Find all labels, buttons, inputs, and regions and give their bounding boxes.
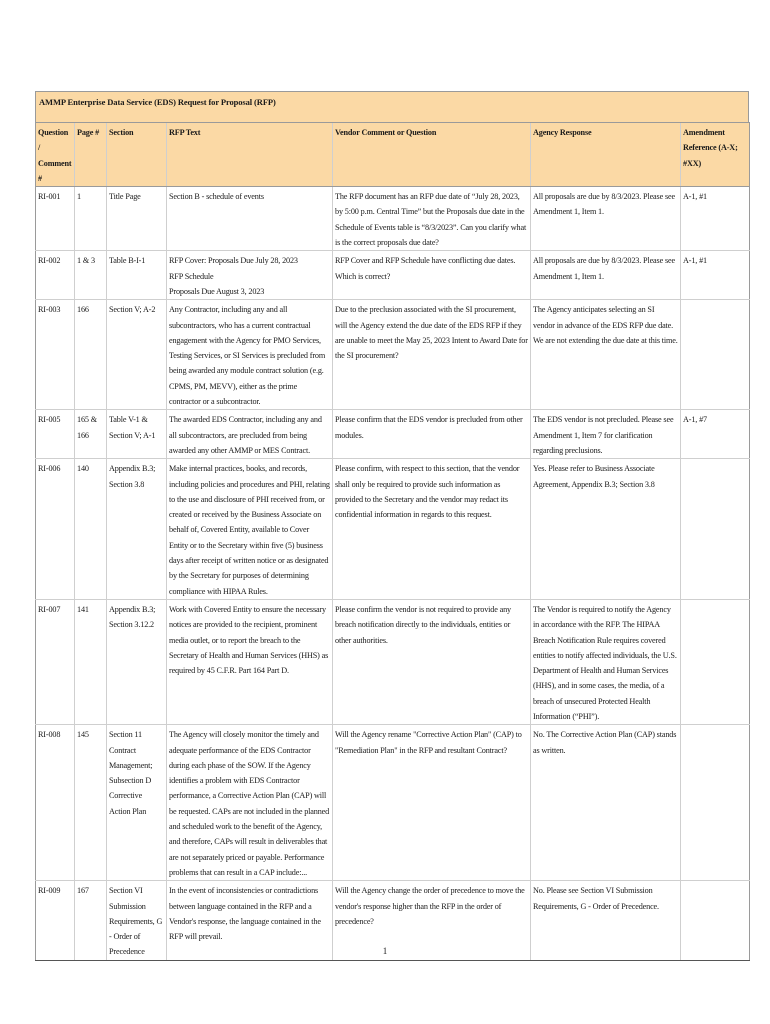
question-id: RI-006 [36, 459, 75, 600]
table-row [36, 410, 750, 459]
table-body [36, 187, 750, 961]
agency-response: No. The Corrective Action Plan (CAP) stands as written. [531, 725, 681, 881]
rfp-comment-sheet [35, 91, 749, 961]
page-ref: 140 [75, 459, 107, 600]
question-id: RI-003 [36, 300, 75, 410]
section-ref: Table V-1 & Section V; A-1 [107, 410, 167, 459]
rfp-text: Work with Covered Entity to ensure the necessary notices are provided to the recipient, prominent media outlet, or to report the breach to the Secretary of Health and Human Services (HHS) as required by 45 C.F.R. Part 164 Part D. [167, 599, 333, 724]
rfp-text: RFP Cover: Proposals Due July 28, 2023 RFP Schedule Proposals Due August 3, 2023 [167, 251, 333, 300]
section-ref: Section V; A-2 [107, 300, 167, 410]
vendor-comment: The RFP document has an RFP due date of “July 28, 2023, by 5:00 p.m. Central Time” but the Proposals due date in the Schedule of Events table is “8/3/2023”. Can you clarify what is the correct proposals due date? [333, 187, 531, 251]
rfp-text: The awarded EDS Contractor, including any and all subcontractors, are precluded from being awarded any other AMMP or MES Contract. [167, 410, 333, 459]
section-ref: Section VI Submission Requirements, G - Order of Precedence [107, 881, 167, 960]
document-title: AMMP Enterprise Data Service (EDS) Request for Proposal (RFP) [35, 91, 749, 122]
comments-table [35, 122, 750, 961]
rfp-text: In the event of inconsistencies or contradictions between language contained in the RFP and a Vendor's response, the language contained in the RFP will prevail. [167, 881, 333, 960]
vendor-comment: Will the Agency change the order of precedence to move the vendor's response higher than the RFP in the order of precedence? [333, 881, 531, 960]
amendment-ref [681, 725, 750, 881]
page-ref: 165 & 166 [75, 410, 107, 459]
agency-response: The Vendor is required to notify the Agency in accordance with the RFP. The HIPAA Breach Notification Rule requires covered entities to notify affected individuals, the U.S. Department of Health and Human Services (HHS), and in some cases, the media, of a breach of unsecured Protected Health Information (“PHI”). [531, 599, 681, 724]
agency-response: No. Please see Section VI Submission Requirements, G - Order of Precedence. [531, 881, 681, 960]
question-id: RI-002 [36, 251, 75, 300]
table-header [36, 123, 750, 187]
page-ref: 141 [75, 599, 107, 724]
rfp-text: Make internal practices, books, and records, including policies and procedures and PHI, relating to the use and disclosure of PHI received from, or created or received by the Business Associate on behalf of, Covered Entity, available to Cover Entity or to the Secretary within five (5) business days after receipt of written notice or as designated by the Secretary for purposes of determining compliance with HIPAA Rules. [167, 459, 333, 600]
section-ref: Title Page [107, 187, 167, 251]
page-ref: 145 [75, 725, 107, 881]
agency-response: All proposals are due by 8/3/2023. Please see Amendment 1, Item 1. [531, 187, 681, 251]
table-row [36, 725, 750, 881]
agency-response: The Agency anticipates selecting an SI vendor in advance of the EDS RFP due date. We are not extending the due date at this time. [531, 300, 681, 410]
vendor-comment: Please confirm the vendor is not required to provide any breach notification directly to the individuals, entities or other authorities. [333, 599, 531, 724]
table-row [36, 251, 750, 300]
question-id: RI-008 [36, 725, 75, 881]
vendor-comment: Will the Agency rename "Corrective Action Plan" (CAP) to "Remediation Plan" in the RFP and resultant Contract? [333, 725, 531, 881]
page-ref: 1 [75, 187, 107, 251]
vendor-comment: Due to the preclusion associated with the SI procurement, will the Agency extend the due date of the EDS RFP if they are unable to meet the May 25, 2023 Intent to Award Date for the SI procurement? [333, 300, 531, 410]
header-vendor-comment: Vendor Comment or Question [333, 123, 531, 187]
rfp-text: The Agency will closely monitor the timely and adequate performance of the EDS Contractor during each phase of the SOW. If the Agency identifies a problem with EDS Contractor performance, a Corrective Action Plan (CAP) will be requested. CAPs are not included in the planned and scheduled work to the benefit of the Agency, and therefore, CAPs will result in deliverables that are not separately priced or payable. Performance problems that can result in a CAP include:... [167, 725, 333, 881]
vendor-comment: Please confirm that the EDS vendor is precluded from other modules. [333, 410, 531, 459]
rfp-text: Any Contractor, including any and all subcontractors, who has a current contractual engagement with the Agency for PMO Services, Testing Services, or SI Services is precluded from being awarded any module contract solution (e.g. CPMS, PM, MEVV), either as the prime contractor or a subcontractor. [167, 300, 333, 410]
amendment-ref: A-1, #7 [681, 410, 750, 459]
table-row [36, 300, 750, 410]
table-row [36, 599, 750, 724]
amendment-ref [681, 599, 750, 724]
page-ref: 1 & 3 [75, 251, 107, 300]
section-ref: Section 11 Contract Management; Subsection D Corrective Action Plan [107, 725, 167, 881]
header-agency-response: Agency Response [531, 123, 681, 187]
header-rfp-text: RFP Text [167, 123, 333, 187]
table-row [36, 459, 750, 600]
amendment-ref [681, 300, 750, 410]
vendor-comment: Please confirm, with respect to this section, that the vendor shall only be required to provide such information as provided to the Secretary and the vendor may redact its confidential information in regards to this request. [333, 459, 531, 600]
section-ref: Appendix B.3; Section 3.12.2 [107, 599, 167, 724]
agency-response: Yes. Please refer to Business Associate Agreement, Appendix B.3; Section 3.8 [531, 459, 681, 600]
section-ref: Appendix B.3; Section 3.8 [107, 459, 167, 600]
question-id: RI-009 [36, 881, 75, 960]
header-amendment: Amendment Reference (A-X; #XX) [681, 123, 750, 187]
section-ref: Table B-I-1 [107, 251, 167, 300]
page-ref: 167 [75, 881, 107, 960]
header-page: Page # [75, 123, 107, 187]
amendment-ref [681, 459, 750, 600]
question-id: RI-007 [36, 599, 75, 724]
question-id: RI-001 [36, 187, 75, 251]
amendment-ref: A-1, #1 [681, 187, 750, 251]
agency-response: All proposals are due by 8/3/2023. Please see Amendment 1, Item 1. [531, 251, 681, 300]
rfp-text: Section B - schedule of events [167, 187, 333, 251]
amendment-ref: A-1, #1 [681, 251, 750, 300]
agency-response: The EDS vendor is not precluded. Please see Amendment 1, Item 7 for clarification regarding preclusions. [531, 410, 681, 459]
vendor-comment: RFP Cover and RFP Schedule have conflicting due dates. Which is correct? [333, 251, 531, 300]
page-number: 1 [382, 946, 388, 956]
question-id: RI-005 [36, 410, 75, 459]
header-question: Question / Comment # [36, 123, 75, 187]
header-section: Section [107, 123, 167, 187]
page-ref: 166 [75, 300, 107, 410]
table-row [36, 187, 750, 251]
header-row [36, 123, 750, 187]
